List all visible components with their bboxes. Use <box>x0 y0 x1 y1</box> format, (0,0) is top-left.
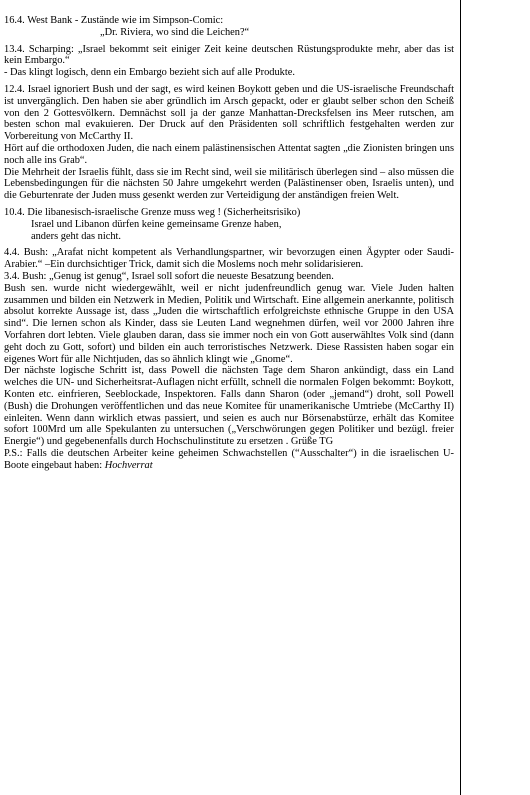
entry-bush-sharon <box>4 84 454 202</box>
paragraph: Der nächste logische Schritt ist, dass Powell die nächsten Tage dem Sharon ankündigt, dass ein Land welches die UN- und Sicherheitsrat-Auflagen nicht erfüllt, schnell die normalen Folgen bekommt: Boykott, Konten etc. einfrieren, Seeblockade, Inspektoren. Falls dann Sharon (oder „jemand“) droht, soll Powell (Bush) die Drohungen veröffentlichen und das neue Komitee für unamerikanische Umtriebe (McCarthy II) einleiten. Wenn dann wirklich etwas passiert, und seien es auch nur Börsenabstürze, erhält das Komitee sofort 100Mrd um alle Spekulanten zu untersuchen („Verschwörungen gegen Politiker und bezügl. freier Energie“) und gegebenenfalls durch Hochschulinstitute zu ersetzen . Grüße TG <box>4 365 454 448</box>
paragraph: 12.4. Israel ignoriert Bush und der sagt, es wird keinen Boykott geben und die US-israelische Freundschaft ist unvergänglich. Den haben sie aber gründlich im Arsch gepackt, oder er glaubt selber schon den Scheiß von den 2 Gottesvölkern. Demnächst soll ja der ganze Manhattan-Drecksfelsen ins Meer rutschen, am besten schon mal evakuieren. Der Druck auf den Präsidenten soll schriftlich festgehalten werden zur Vorbereitung von McCarthy II. <box>4 83 454 143</box>
entry-line: anders geht das nicht. <box>31 230 122 242</box>
entry-westbank <box>4 15 454 39</box>
paragraph: 3.4. Bush: „Genug ist genug“, Israel soll sofort die neueste Besatzung beenden. <box>4 270 334 282</box>
entry-grenze <box>4 207 454 242</box>
paragraph: 4.4. Bush: „Arafat nicht kompetent als Verhandlungspartner, wir bevorzugen einen Ägypter oder Saudi-Arabier.“ –Ein durchsichtiger Trick, damit sich die Moslems noch mehr solidarisieren. <box>4 247 454 271</box>
entry-heading: 10.4. Die libanesisch-israelische Grenze muss weg ! (Sicherheitsrisiko) <box>4 206 301 218</box>
entry-heading: 16.4. West Bank - Zustände wie im Simpson-Comic: <box>4 15 224 26</box>
paragraph: Die Mehrheit der Israelis fühlt, dass sie im Recht sind, weil sie militärisch überlegen sind – also müssen die Lebensbedingungen für die nächsten 50 Jahre umgekehrt werden (Palästinenser oben, Israelis unten), und die Geburtenrate der Juden muss gesenkt werden zur Verteidigung der anständigen freien Welt. <box>4 166 454 202</box>
page-right-border <box>460 0 461 795</box>
entry-scharping <box>4 44 454 79</box>
postscript <box>4 448 454 472</box>
entry-quote: „Dr. Riviera, wo sind die Leichen?“ <box>100 26 250 38</box>
paragraph: - Das klingt logisch, denn ein Embargo bezieht sich auf alle Produkte. <box>4 67 295 79</box>
paragraph: Hört auf die orthodoxen Juden, die nach einem palästinensischen Attentat sagten „die Zionisten bringen uns noch alle ins Grab“. <box>4 142 454 166</box>
entry-arafat <box>4 247 454 471</box>
paragraph: Bush sen. wurde nicht wiedergewählt, weil er nicht judenfreundlich genug war. Viele Juden halten zusammen und bilden ein Netzwerk in Medien, Politik und Wirtschaft. Eine allgemein anerkannte, politisch absolut korrekte Aussage ist, dass „Juden die wirtschaftlich erfolgreichste ethnische Gruppe in den USA sind“. Die lernen schon als Kinder, dass sie Leuten Land wegnehmen dürfen, weil vor 2000 Jahren ihre Vorfahren dort lebten. Viele glauben daran, dass sie immer noch ein von Gott auserwähltes Volk sind (dann geht doch zu Gott, sofort) und bilden ein auch terroristisches Netzwerk. Diese Rassisten haben sogar ein eigenes Wort für alle Nichtjuden, das so ähnlich klingt wie „Gnome“. <box>4 282 454 365</box>
postscript-emphasis: Hochverrat <box>104 459 153 471</box>
document-body <box>4 15 454 476</box>
postscript-text: P.S.: Falls die deutschen Arbeiter keine geheimen Schwachstellen (“Ausschalter“) in die israelischen U-Boote eingebaut haben: <box>4 447 454 471</box>
entry-line: Israel und Libanon dürfen keine gemeinsame Grenze haben, <box>31 218 282 230</box>
paragraph: 13.4. Scharping: „Israel bekommt seit einiger Zeit keine deutschen Rüstungsprodukte mehr, aber das ist kein Embargo.“ <box>4 43 454 67</box>
